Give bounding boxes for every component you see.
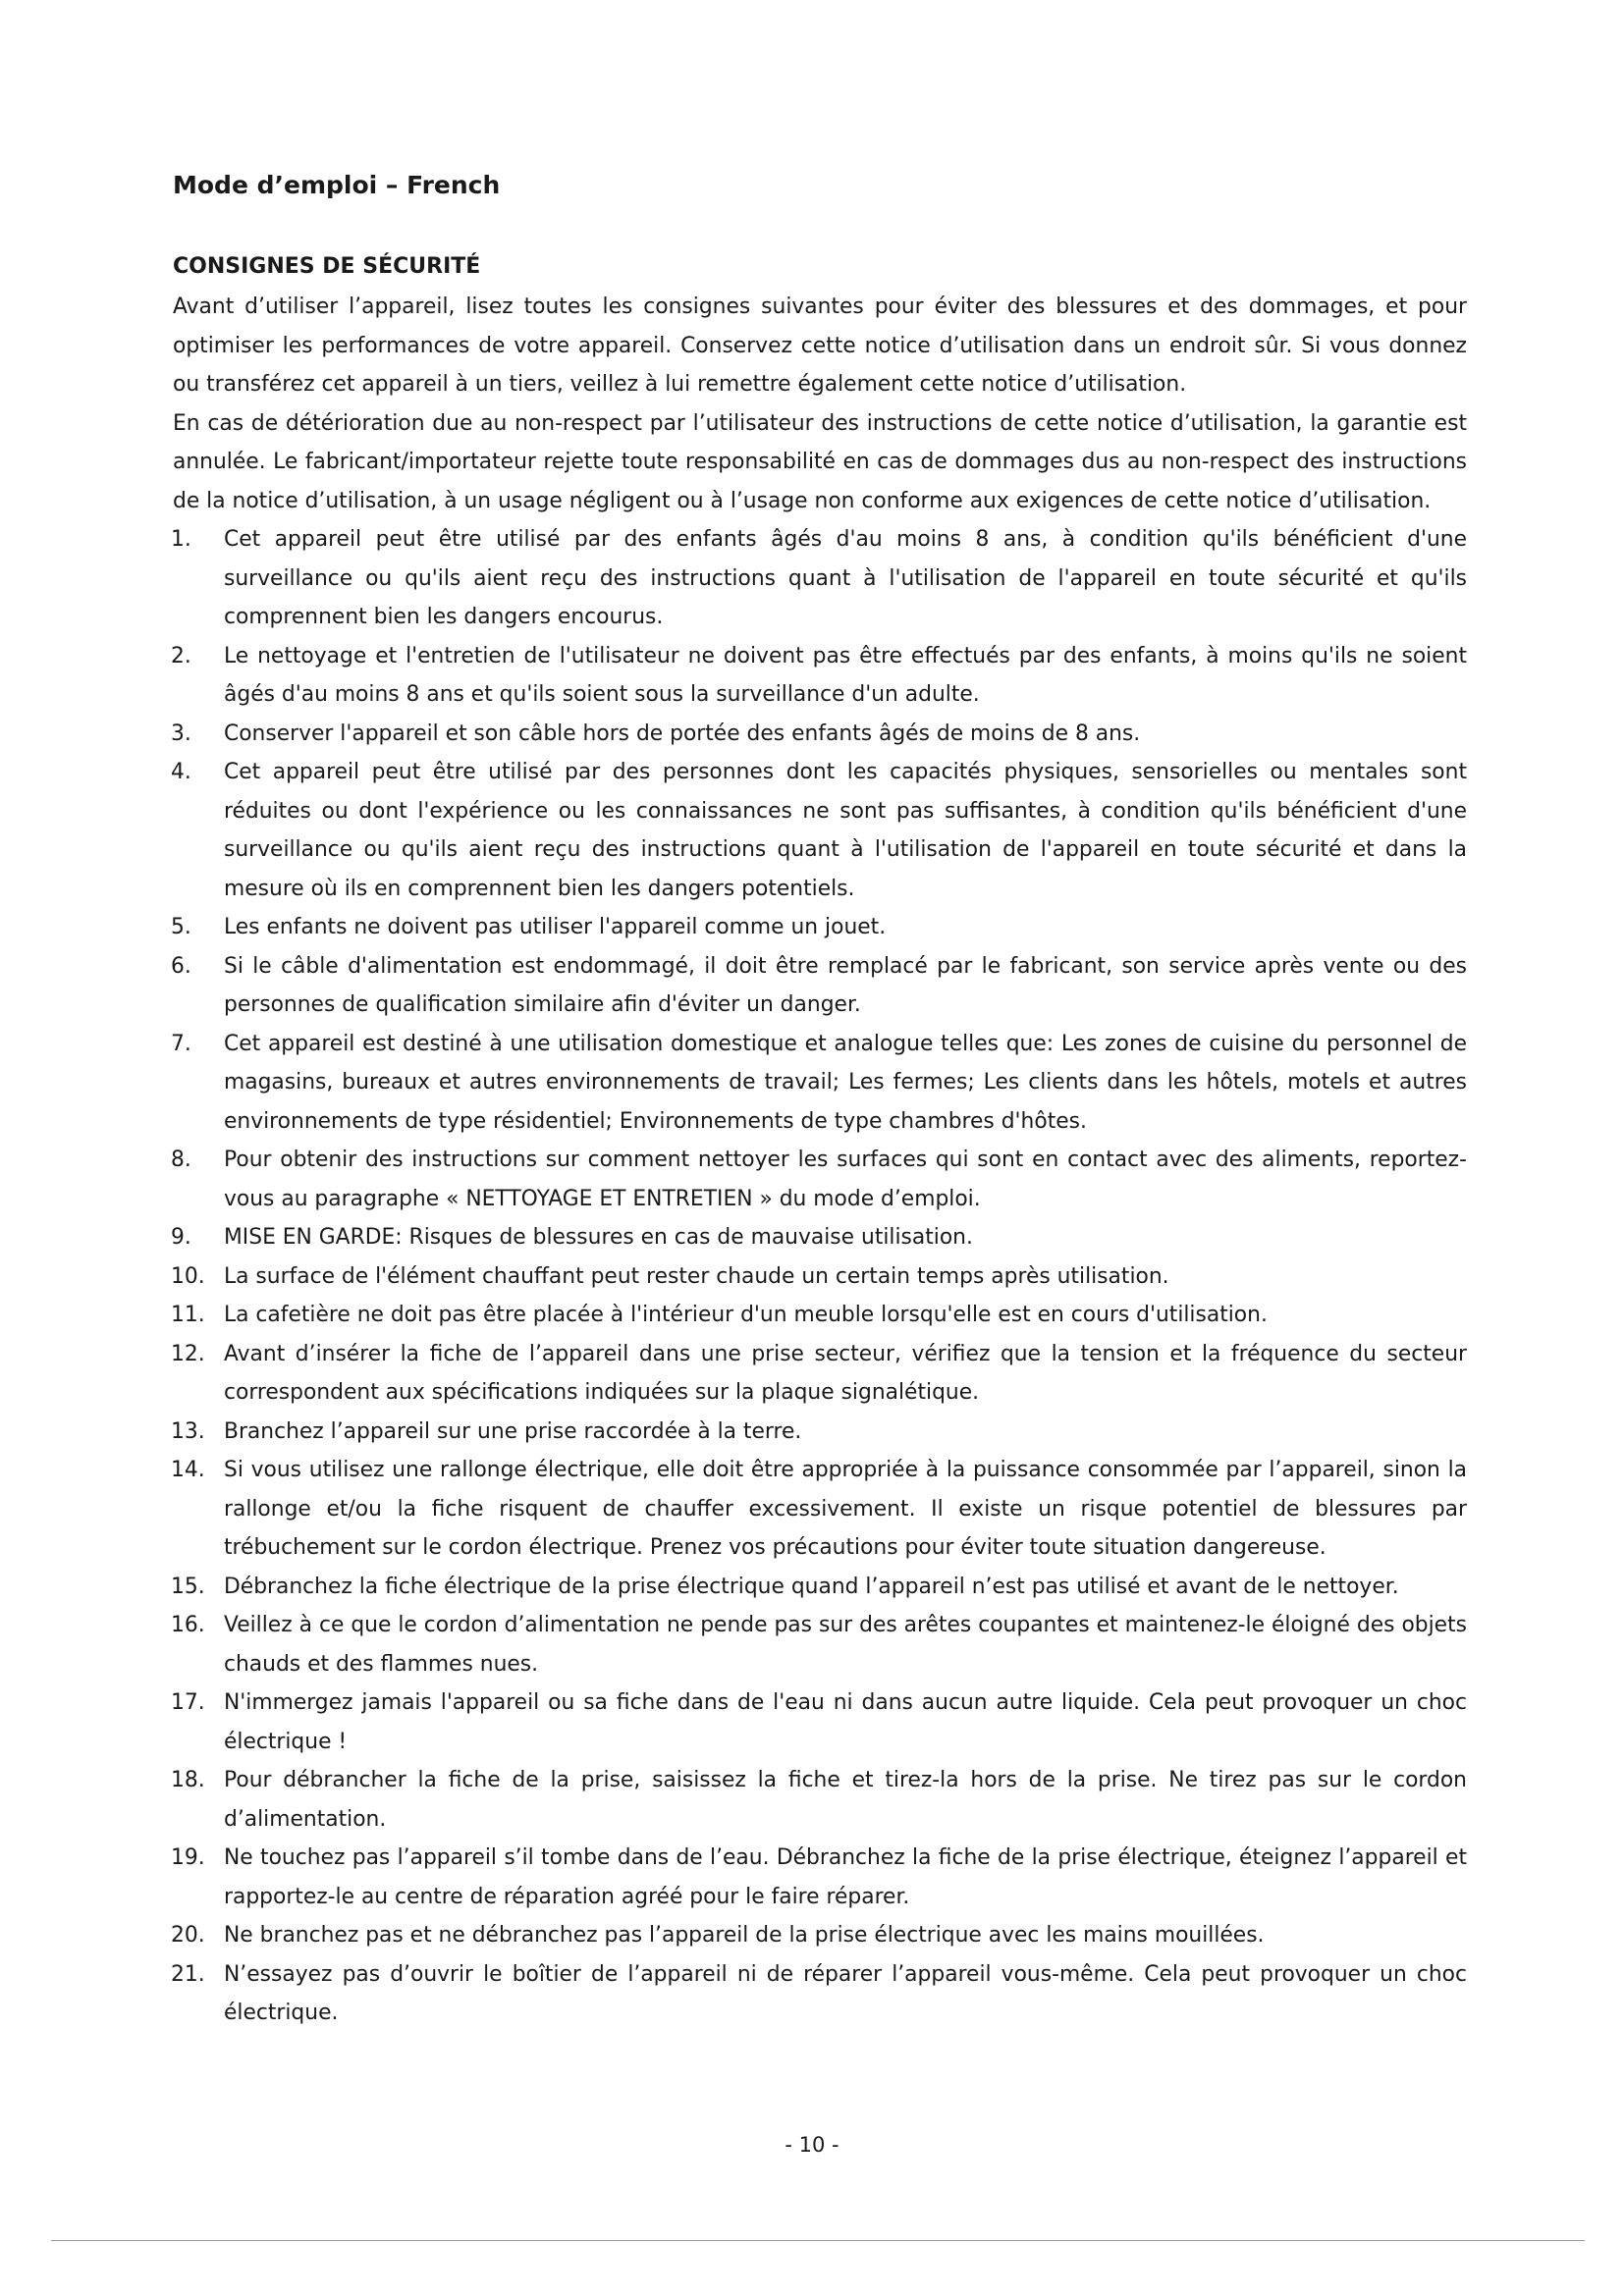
- list-item: [173, 1568, 1467, 1607]
- list-item: [173, 637, 1467, 715]
- list-item-number: 3.: [171, 721, 191, 746]
- list-item-text: La surface de l'élément chauffant peut rester chaude un certain temps après utilisation.: [224, 1263, 1169, 1289]
- list-item-text: Cet appareil est destiné à une utilisation domestique et analogue telles que: Les zones de cuisine du personnel de magasins, bureaux et autres environnements de travail; Les fermes; Les clients dans les hôtels, motels et autres environnements de type résidentiel; Environnements de type chambres d'hôtes.: [224, 1031, 1467, 1134]
- list-item-text: MISE EN GARDE: Risques de blessures en cas de mauvaise utilisation.: [224, 1225, 973, 1250]
- list-item-text: Conserver l'appareil et son câble hors de portée des enfants âgés de moins de 8 ans.: [224, 721, 1141, 746]
- list-item: [173, 1916, 1467, 1955]
- warranty-paragraph: En cas de détérioration due au non-respect par l’utilisateur des instructions de cette notice d’utilisation, la garantie est annulée. Le fabricant/importateur rejette toute responsabilité en cas de dommages dus au non-respect des instructions de la notice d’utilisation, à un usage négligent ou à l’usage non conforme aux exigences de cette notice d’utilisation.: [173, 410, 1467, 513]
- intro-paragraph: Avant d’utiliser l’appareil, lisez toutes les consignes suivantes pour éviter des blessures et des dommages, et pour optimiser les performances de votre appareil. Conservez cette notice d’utilisation dans un endroit sûr. Si vous donnez ou transférez cet appareil à un tiers, veillez à lui remettre également cette notice d’utilisation.: [173, 294, 1467, 397]
- list-item: [173, 1141, 1467, 1218]
- list-item-number: 1.: [171, 527, 191, 552]
- list-item: [173, 1955, 1467, 2033]
- list-item-number: 11.: [171, 1303, 205, 1327]
- list-item-number: 9.: [171, 1225, 191, 1250]
- list-item-number: 18.: [171, 1768, 205, 1792]
- list-item-number: 2.: [171, 643, 191, 668]
- list-item: [173, 1451, 1467, 1568]
- footer-divider: [51, 2240, 1585, 2241]
- list-item-text: Si vous utilisez une rallonge électrique, elle doit être appropriée à la puissance consommée par l’appareil, sinon la rallonge et/ou la fiche risquent de chauffer excessivement. Il existe un risque potentiel de blessures par trébuchement sur le cordon électrique. Prenez vos précautions pour éviter toute situation dangereuse.: [224, 1458, 1467, 1560]
- list-item-number: 13.: [171, 1418, 205, 1444]
- list-item-text: Pour débrancher la fiche de la prise, saisissez la fiche et tirez-la hors de la prise. Ne tirez pas sur le cordon d’alimentation.: [224, 1768, 1467, 1832]
- list-item-text: Les enfants ne doivent pas utiliser l'appareil comme un jouet.: [224, 915, 887, 939]
- list-item-number: 12.: [171, 1341, 205, 1366]
- list-item-number: 8.: [171, 1148, 191, 1172]
- list-item-number: 15.: [171, 1574, 205, 1599]
- list-item-text: N’essayez pas d’ouvrir le boîtier de l’appareil ni de réparer l’appareil vous-même. Cela peut provoquer un choc électrique.: [224, 1961, 1467, 2025]
- list-item: [173, 1413, 1467, 1452]
- list-item-number: 21.: [171, 1961, 205, 1987]
- list-item: [173, 1683, 1467, 1761]
- list-item-text: Branchez l’appareil sur une prise raccordée à la terre.: [224, 1418, 802, 1444]
- list-item-number: 16.: [171, 1613, 205, 1637]
- list-item-text: N'immergez jamais l'appareil ou sa fiche dans de l'eau ni dans aucun autre liquide. Cela peut provoquer un choc électrique !: [224, 1690, 1467, 1754]
- list-item: [173, 1839, 1467, 1916]
- list-item-text: Pour obtenir des instructions sur comment nettoyer les surfaces qui sont en contact avec des aliments, reportez-vous au paragraphe « NETTOYAGE ET ENTRETIEN » du mode d’emploi.: [224, 1148, 1467, 1211]
- section-heading-safety: CONSIGNES DE SÉCURITÉ: [173, 254, 481, 279]
- list-item: [173, 715, 1467, 754]
- list-item: [173, 1025, 1467, 1142]
- list-item: [173, 753, 1467, 908]
- list-item-number: 20.: [171, 1923, 205, 1948]
- list-item-number: 7.: [171, 1031, 191, 1056]
- list-item-number: 14.: [171, 1458, 205, 1482]
- page-content: [173, 171, 1467, 2033]
- page-number: - 10 -: [785, 2133, 839, 2157]
- list-item-number: 5.: [171, 915, 191, 939]
- list-item-text: Cet appareil peut être utilisé par des enfants âgés d'au moins 8 ans, à condition qu'ils bénéficient d'une surveillance ou qu'ils aient reçu des instructions quant à l'utilisation de l'appareil en toute sécurité et qu'ils comprennent bien les dangers encourus.: [224, 527, 1467, 629]
- list-item-number: 10.: [171, 1263, 205, 1289]
- list-item: [173, 520, 1467, 637]
- list-item: [173, 1218, 1467, 1257]
- list-item-text: Avant d’insérer la fiche de l’appareil dans une prise secteur, vérifiez que la tension et la fréquence du secteur correspondent aux spécifications indiquées sur la plaque signalétique.: [224, 1341, 1467, 1405]
- list-item-text: Ne branchez pas et ne débranchez pas l’appareil de la prise électrique avec les mains mouillées.: [224, 1923, 1265, 1948]
- list-item-number: 17.: [171, 1690, 205, 1715]
- list-item-number: 19.: [171, 1845, 205, 1870]
- list-item-number: 4.: [171, 760, 191, 784]
- list-item: [173, 1296, 1467, 1335]
- list-item-text: Le nettoyage et l'entretien de l'utilisateur ne doivent pas être effectués par des enfants, à moins qu'ils ne soient âgés d'au moins 8 ans et qu'ils soient sous la surveillance d'un adulte.: [224, 643, 1467, 707]
- list-item-text: Ne touchez pas l’appareil s’il tombe dans de l’eau. Débranchez la fiche de la prise électrique, éteignez l’appareil et rapportez-le au centre de réparation agréé pour le faire réparer.: [224, 1845, 1467, 1909]
- list-item: [173, 908, 1467, 947]
- list-item: [173, 1257, 1467, 1297]
- list-item: [173, 1335, 1467, 1413]
- document-title: Mode d’emploi – French: [173, 171, 501, 199]
- list-item-text: Veillez à ce que le cordon d’alimentation ne pende pas sur des arêtes coupantes et maintenez-le éloigné des objets chauds et des flammes nues.: [224, 1613, 1467, 1677]
- list-item-text: Si le câble d'alimentation est endommagé, il doit être remplacé par le fabricant, son service après vente ou des personnes de qualification similaire afin d'éviter un danger.: [224, 953, 1467, 1017]
- safety-instructions-list: [173, 520, 1467, 2033]
- list-item: [173, 1606, 1467, 1683]
- list-item: [173, 947, 1467, 1025]
- list-item-number: 6.: [171, 953, 191, 979]
- list-item-text: La cafetière ne doit pas être placée à l'intérieur d'un meuble lorsqu'elle est en cours d'utilisation.: [224, 1303, 1268, 1327]
- list-item: [173, 1761, 1467, 1839]
- list-item-text: Cet appareil peut être utilisé par des personnes dont les capacités physiques, sensorielles ou mentales sont réduites ou dont l'expérience ou les connaissances ne sont pas suffisantes, à condition qu'ils bénéficient d'une surveillance ou qu'ils aient reçu des instructions quant à l'utilisation de l'appareil en toute sécurité et dans la mesure où ils en comprennent bien les dangers potentiels.: [224, 760, 1467, 901]
- list-item-text: Débranchez la fiche électrique de la prise électrique quand l’appareil n’est pas utilisé et avant de le nettoyer.: [224, 1574, 1399, 1599]
